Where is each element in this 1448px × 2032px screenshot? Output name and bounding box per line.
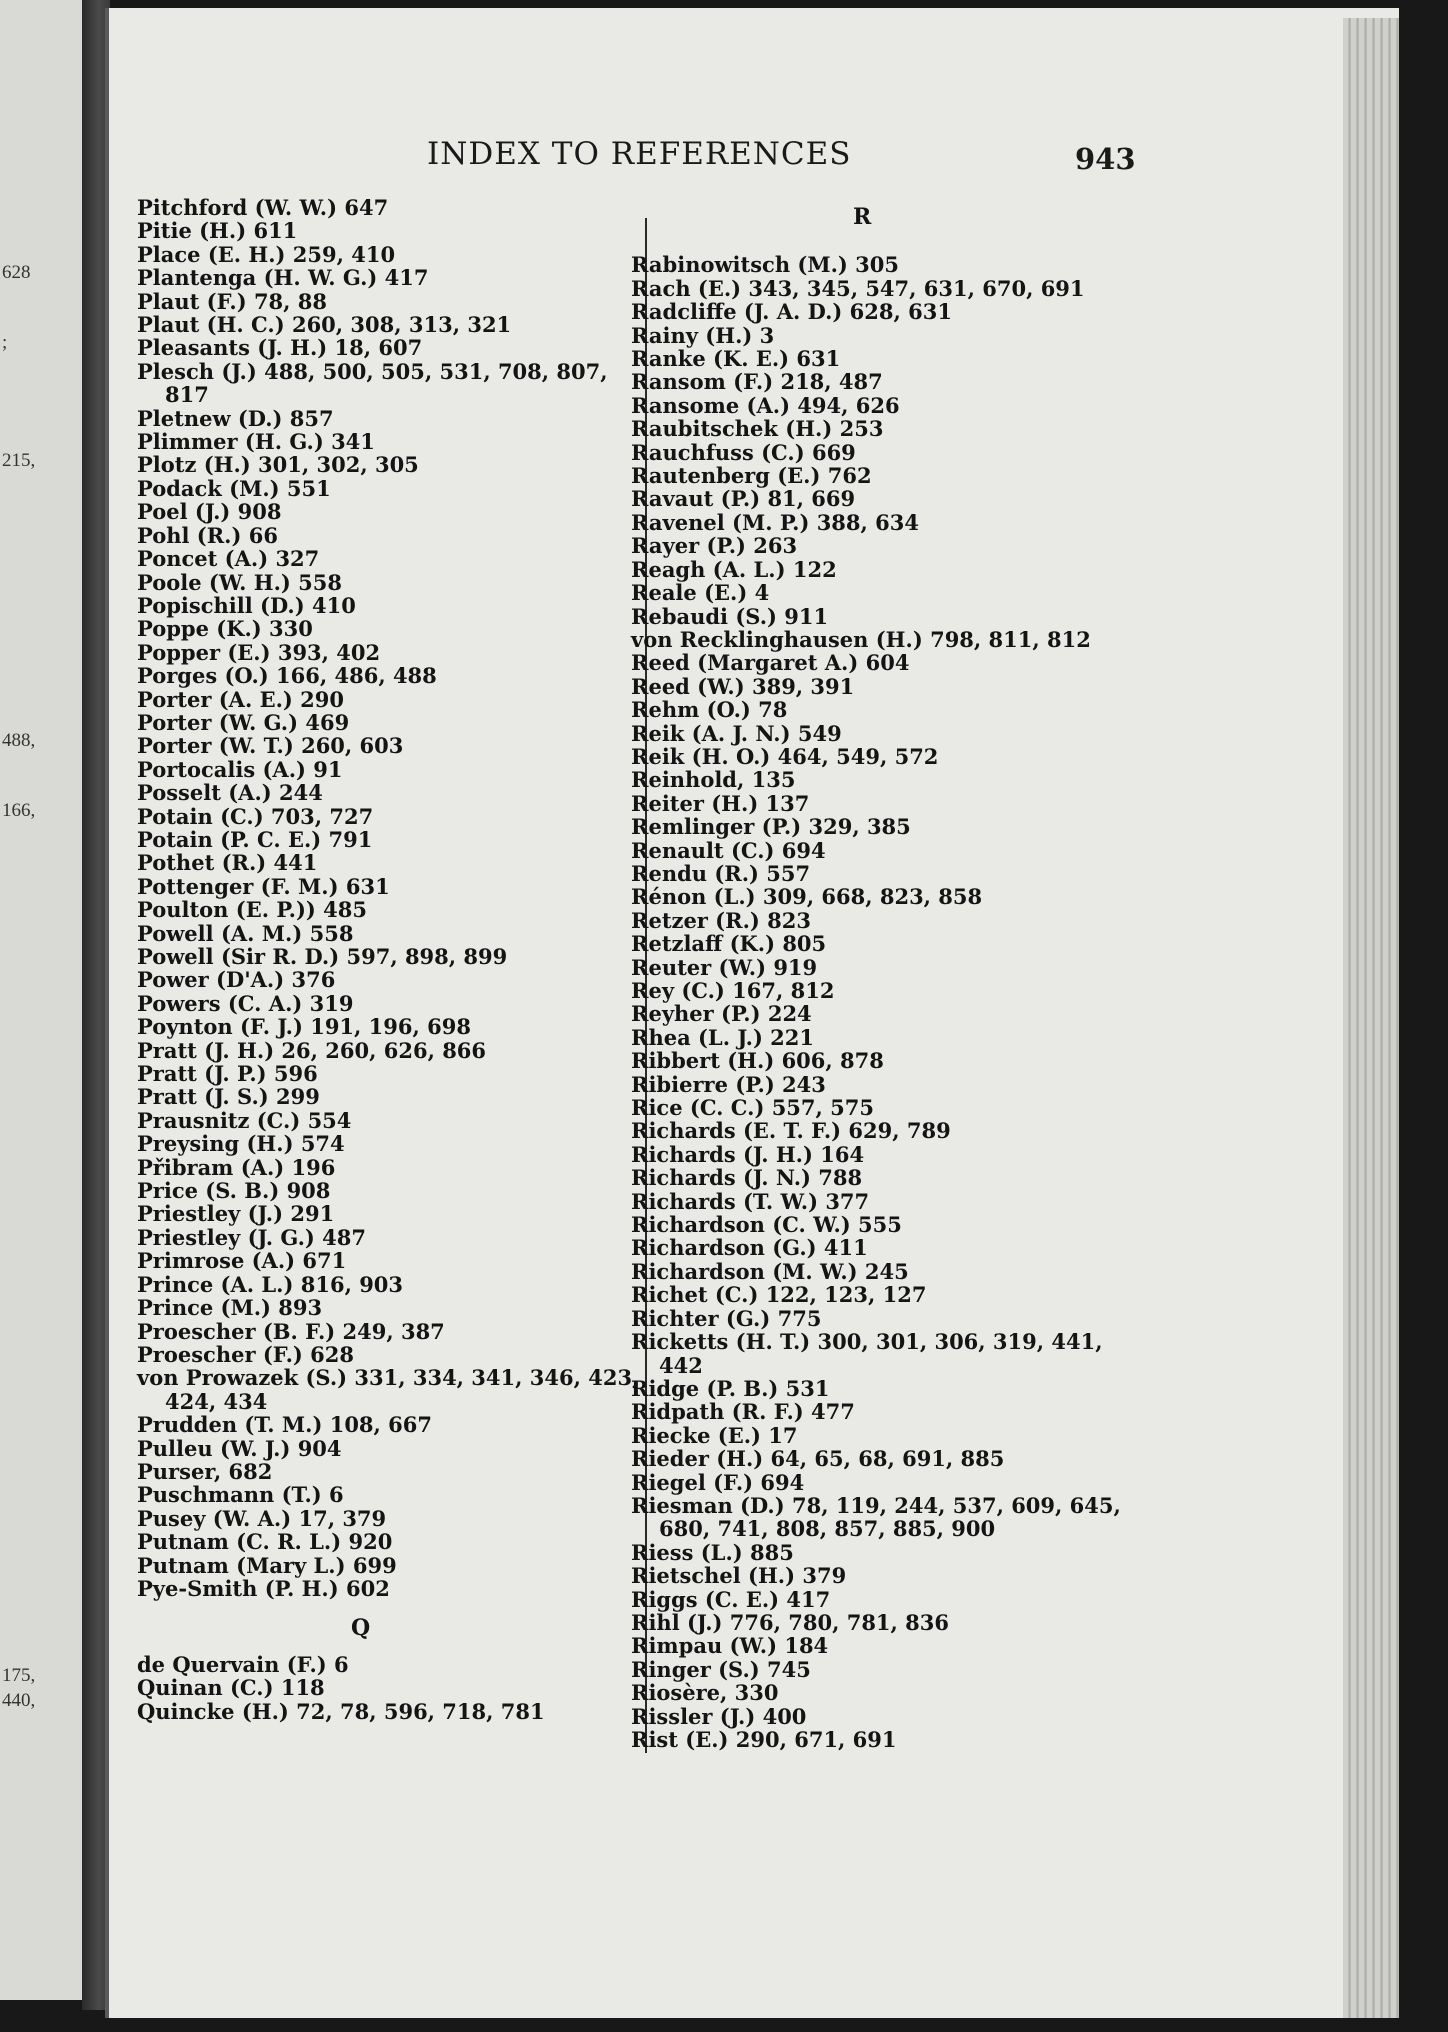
letter-heading-q: Q [351,1615,371,1642]
facing-page-fragment: ; [2,332,8,353]
facing-page-edge [0,0,82,2000]
index-entry: Porter (W. G.) 469 [137,709,350,735]
index-entry: Putnam (C. R. L.) 920 [137,1529,393,1555]
index-entry: Retzer (R.) 823 [631,907,811,933]
index-entry: Rach (E.) 343, 345, 547, 631, 670, 691 [631,275,1085,301]
index-entry: Prudden (T. M.) 108, 667 [137,1412,433,1438]
index-entry: Rehm (O.) 78 [631,697,788,723]
index-entry: Poulton (E. P.)) 485 [137,897,367,923]
index-entry: Ricketts (H. T.) 300, 301, 306, 319, 441, [631,1329,1103,1355]
index-entry: Plaut (F.) 78, 88 [137,288,328,314]
index-entry: 442 [659,1352,703,1378]
index-entry: de Quervain (F.) 6 [137,1651,349,1677]
index-entry: Rihl (J.) 776, 780, 781, 836 [631,1609,949,1635]
index-entry: Riess (L.) 885 [631,1539,794,1565]
index-entry: Riesman (D.) 78, 119, 244, 537, 609, 645, [631,1492,1121,1518]
index-entry: Rayer (P.) 263 [631,533,798,559]
index-entry: Pitchford (W. W.) 647 [137,195,389,220]
index-entry: 424, 434 [165,1388,268,1414]
index-entry: Reyher (P.) 224 [631,1001,812,1027]
index-entry: Remlinger (P.) 329, 385 [631,814,911,840]
index-entry: Posselt (A.) 244 [137,780,323,806]
index-entry: Reagh (A. L.) 122 [631,556,837,582]
index-entry: Plantenga (H. W. G.) 417 [137,265,429,291]
index-entry: Ranke (K. E.) 631 [631,346,841,372]
index-entry: Power (D'A.) 376 [137,967,336,993]
index-entry: Quincke (H.) 72, 78, 596, 718, 781 [137,1698,545,1724]
index-entry: Plotz (H.) 301, 302, 305 [137,452,419,478]
index-entry: Riecke (E.) 17 [631,1422,798,1448]
index-entry: Richards (J. N.) 788 [631,1165,863,1191]
index-entry: Reale (E.) 4 [631,580,770,606]
facing-page-fragment: 175, [2,1665,36,1686]
index-entry: Puschmann (T.) 6 [137,1482,344,1508]
index-entry: Preysing (H.) 574 [137,1131,345,1157]
index-entry: Richet (C.) 122, 123, 127 [631,1282,927,1308]
index-entry: Ravaut (P.) 81, 669 [631,486,856,512]
index-entry: Price (S. B.) 908 [137,1178,331,1204]
index-entry: Plesch (J.) 488, 500, 505, 531, 708, 807, [137,358,608,384]
index-entry: Proescher (F.) 628 [137,1341,354,1367]
index-entry: Pulleu (W. J.) 904 [137,1435,342,1461]
index-entry: Richardson (M. W.) 245 [631,1258,909,1284]
facing-page-fragment: 215, [2,450,36,471]
index-entry: Place (E. H.) 259, 410 [137,241,396,267]
index-entry: Porter (A. E.) 290 [137,686,344,712]
index-entry: Popper (E.) 393, 402 [137,639,381,665]
index-entry: Plaut (H. C.) 260, 308, 313, 321 [137,312,512,338]
index-entry: Ransome (A.) 494, 626 [631,392,900,418]
index-entry: Reik (H. O.) 464, 549, 572 [631,743,939,769]
index-entry: Poppe (K.) 330 [137,616,313,642]
entries-q [137,1653,637,1723]
index-entry: Pohl (R.) 66 [137,522,278,548]
index-entry: Rhea (L. J.) 221 [631,1024,815,1050]
index-entry: Prince (A. L.) 816, 903 [137,1271,404,1297]
facing-page-fragment: 488, [2,730,36,751]
index-entry: Potain (P. C. E.) 791 [137,826,373,852]
page-number: 943 [1075,142,1136,176]
index-entry: Putnam (Mary L.) 699 [137,1552,397,1578]
index-entry: Rautenberg (E.) 762 [631,463,872,489]
index-entry: Rauchfuss (C.) 669 [631,439,856,465]
index-entry: Ribbert (H.) 606, 878 [631,1048,884,1074]
index-entry: Powers (C. A.) 319 [137,990,354,1016]
index-entry: Riegel (F.) 694 [631,1469,805,1495]
index-entry: Pleasants (J. H.) 18, 607 [137,335,423,361]
index-entry: Rietschel (H.) 379 [631,1563,847,1589]
index-entry: Richards (J. H.) 164 [631,1141,865,1167]
index-entry: Richter (G.) 775 [631,1305,822,1331]
index-entry: Richards (T. W.) 377 [631,1188,870,1214]
index-entry: Raubitschek (H.) 253 [631,416,884,442]
index-entry: Rabinowitsch (M.) 305 [631,252,899,278]
index-entry: Richards (E. T. F.) 629, 789 [631,1118,951,1144]
index-entry: Rimpau (W.) 184 [631,1633,829,1659]
index-entry: Rénon (L.) 309, 668, 823, 858 [631,884,983,910]
index-entry: Podack (M.) 551 [137,475,331,501]
index-entry: Rieder (H.) 64, 65, 68, 691, 885 [631,1446,1005,1472]
facing-page-fragment: 628 [2,262,31,283]
index-entry: Pitie (H.) 611 [137,218,298,244]
index-entry: Riggs (C. E.) 417 [631,1586,831,1612]
index-entry: Reinhold, 135 [631,767,796,793]
index-entry: von Recklinghausen (H.) 798, 811, 812 [631,626,1091,652]
index-entry: Ridge (P. B.) 531 [631,1375,830,1401]
index-entry: Rissler (J.) 400 [631,1703,807,1729]
index-entry: Reuter (W.) 919 [631,954,818,980]
index-entry: Prausnitz (C.) 554 [137,1107,352,1133]
right-column [631,206,1191,1751]
index-entry: Poynton (F. J.) 191, 196, 698 [137,1014,471,1040]
index-entry: Priestley (J. G.) 487 [137,1224,367,1250]
index-entry: Rainy (H.) 3 [631,322,775,348]
index-entry: Richardson (C. W.) 555 [631,1212,902,1238]
index-page [105,8,1399,2018]
index-entry: Ribierre (P.) 243 [631,1071,826,1097]
index-entry: Prince (M.) 893 [137,1295,323,1321]
index-entry: Pusey (W. A.) 17, 379 [137,1505,387,1531]
index-entry: Pletnew (D.) 857 [137,405,334,431]
index-entry: Rey (C.) 167, 812 [631,978,835,1003]
index-entry: Ravenel (M. P.) 388, 634 [631,509,919,535]
index-entry: Rendu (R.) 557 [631,860,811,886]
index-entry: 680, 741, 808, 857, 885, 900 [659,1516,996,1542]
index-entry: Priestley (J.) 291 [137,1201,335,1227]
index-entry: Pratt (J. H.) 26, 260, 626, 866 [137,1037,487,1063]
index-entry: Ringer (S.) 745 [631,1656,811,1682]
index-entry: Renault (C.) 694 [631,837,826,863]
index-entry: Richardson (G.) 411 [631,1235,868,1261]
index-entry: Radcliffe (J. A. D.) 628, 631 [631,299,952,325]
index-entry: Portocalis (A.) 91 [137,756,343,782]
index-entry: Popischill (D.) 410 [137,592,356,618]
index-entry: Plimmer (H. G.) 341 [137,429,375,455]
index-entry: Powell (Sir R. D.) 597, 898, 899 [137,944,508,969]
index-entry: Rebaudi (S.) 911 [631,603,829,629]
index-entry: Rist (E.) 290, 671, 691 [631,1727,897,1752]
index-entry: Ransom (F.) 218, 487 [631,369,883,395]
facing-page-fragment: 440, [2,1690,36,1711]
index-entry: Powell (A. M.) 558 [137,920,354,946]
index-entry: von Prowazek (S.) 331, 334, 341, 346, 423, [137,1365,640,1391]
index-entry: Primrose (A.) 671 [137,1248,347,1274]
index-entry: 817 [165,382,209,408]
index-entry: Reed (W.) 389, 391 [631,673,855,699]
entries-p [137,195,640,1601]
index-entry: Poel (J.) 908 [137,499,282,525]
index-entry: Purser, 682 [137,1458,273,1484]
entries-r [631,253,1191,1751]
index-entry: Reik (A. J. N.) 549 [631,720,842,746]
index-entry: Reiter (H.) 137 [631,790,810,816]
index-entry: Pottenger (F. M.) 631 [137,873,390,899]
index-entry: Přibram (A.) 196 [137,1154,336,1180]
index-entry: Retzlaff (K.) 805 [631,931,827,957]
index-entry: Porter (W. T.) 260, 603 [137,733,404,759]
letter-heading-r: R [853,204,872,230]
index-entry: Poncet (A.) 327 [137,546,320,572]
index-entry: Pratt (J. S.) 299 [137,1084,320,1110]
index-entry: Porges (O.) 166, 486, 488 [137,663,437,689]
left-column [137,195,640,1724]
index-entry: Ridpath (R. F.) 477 [631,1399,855,1425]
index-entry: Pothet (R.) 441 [137,850,318,876]
index-entry: Pye-Smith (P. H.) 602 [137,1575,390,1601]
index-entry: Rice (C. C.) 557, 575 [631,1095,874,1121]
page-edges [1343,18,1399,2018]
index-entry: Reed (Margaret A.) 604 [631,650,910,676]
index-entry: Pratt (J. P.) 596 [137,1061,318,1087]
index-entry: Riosère, 330 [631,1680,779,1706]
facing-page-fragment: 166, [2,800,36,821]
index-entry: Quinan (C.) 118 [137,1675,325,1701]
index-entry: Proescher (B. F.) 249, 387 [137,1318,445,1344]
index-entry: Poole (W. H.) 558 [137,569,342,595]
index-entry: Potain (C.) 703, 727 [137,803,374,829]
running-head: INDEX TO REFERENCES [427,136,852,172]
